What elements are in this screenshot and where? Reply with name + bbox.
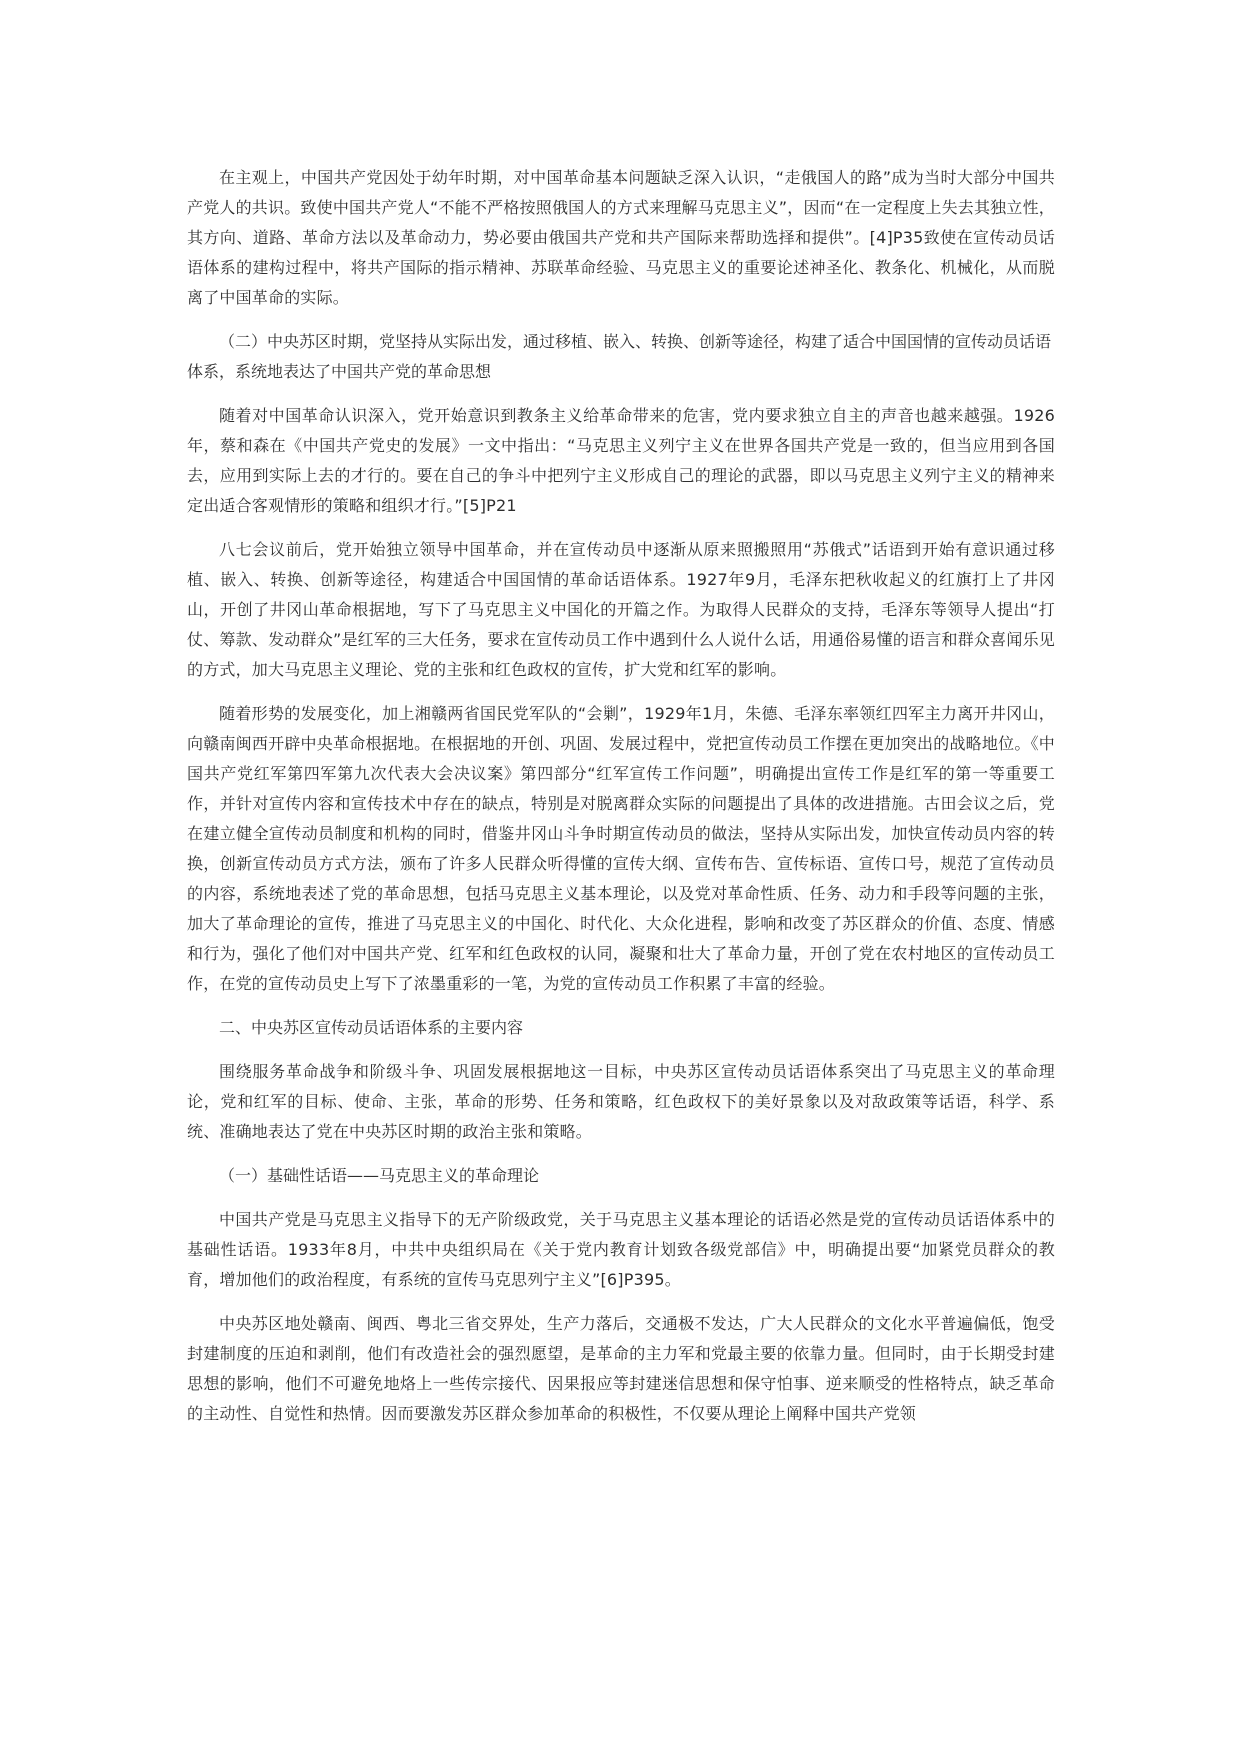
paragraph: 随着形势的发展变化，加上湘赣两省国民党军队的“会剿”，1929年1月，朱德、毛泽东率领红四军主力离开井冈山，向赣南闽西开辟中央革命根据地。在根据地的开创、巩固、发展过程中，党把宣传动员工作摆在更加突出的战略地位。《中国共产党红军第四军第九次代表大会决议案》第四部分“红军宣传工作问题”，明确提出宣传工作是红军的第一等重要工作，并针对宣传内容和宣传技术中存在的缺点，特别是对脱离群众实际的问题提出了具体的改进措施。古田会议之后，党在建立健全宣传动员制度和机构的同时，借鉴井冈山斗争时期宣传动员的做法，坚持从实际出发，加快宣传动员内容的转换，创新宣传动员方式方法，颁布了许多人民群众听得懂的宣传大纲、宣传布告、宣传标语、宣传口号，规范了宣传动员的内容，系统地表述了党的革命思想，包括马克思主义基本理论，以及党对革命性质、任务、动力和手段等问题的主张，加大了革命理论的宣传，推进了马克思主义的中国化、时代化、大众化进程，影响和改变了苏区群众的价值、态度、情感和行为，强化了他们对中国共产党、红军和红色政权的认同，凝聚和壮大了革命力量，开创了党在农村地区的宣传动员工作，在党的宣传动员史上写下了浓墨重彩的一笔，为党的宣传动员工作积累了丰富的经验。 xyxy=(187,704,1055,993)
paragraph: 中国共产党是马克思主义指导下的无产阶级政党，关于马克思主义基本理论的话语必然是党的宣传动员话语体系中的基础性话语。1933年8月，中共中央组织局在《关于党内教育计划致各级党部信》中，明确提出要“加紧党员群众的教育，增加他们的政治程度，有系统的宣传马克思列宁主义”[6]P395。 xyxy=(187,1210,1055,1289)
paragraph: 随着对中国革命认识深入，党开始意识到教条主义给革命带来的危害，党内要求独立自主的声音也越来越强。1926年，蔡和森在《中国共产党史的发展》一文中指出：“马克思主义列宁主义在世界各国共产党是一致的，但当应用到各国去，应用到实际上去的才行的。要在自己的争斗中把列宁主义形成自己的理论的武器，即以马克思主义列宁主义的精神来定出适合客观情形的策略和组织才行。”[5]P21 xyxy=(187,406,1055,515)
document-body xyxy=(187,163,1055,1443)
section-heading: 二、中央苏区宣传动员话语体系的主要内容 xyxy=(219,1018,524,1037)
paragraph: 围绕服务革命战争和阶级斗争、巩固发展根据地这一目标，中央苏区宣传动员话语体系突出了马克思主义的革命理论，党和红军的目标、使命、主张，革命的形势、任务和策略，红色政权下的美好景象以及对敌政策等话语，科学、系统、准确地表达了党在中央苏区时期的政治主张和策略。 xyxy=(187,1062,1055,1141)
paragraph: 在主观上，中国共产党因处于幼年时期，对中国革命基本问题缺乏深入认识，“走俄国人的路”成为当时大部分中国共产党人的共识。致使中国共产党人“不能不严格按照俄国人的方式来理解马克思主义”，因而“在一定程度上失去其独立性，其方向、道路、革命方法以及革命动力，势必要由俄国共产党和共产国际来帮助选择和提供”。[4]P35致使在宣传动员话语体系的建构过程中，将共产国际的指示精神、苏联革命经验、马克思主义的重要论述神圣化、教条化、机械化，从而脱离了中国革命的实际。 xyxy=(187,168,1055,307)
paragraph: 中央苏区地处赣南、闽西、粤北三省交界处，生产力落后，交通极不发达，广大人民群众的文化水平普遍偏低，饱受封建制度的压迫和剥削，他们有改造社会的强烈愿望，是革命的主力军和党最主要的依靠力量。但同时，由于长期受封建思想的影响，他们不可避免地烙上一些传宗接代、因果报应等封建迷信思想和保守怕事、逆来顺受的性格特点，缺乏革命的主动性、自觉性和热情。因而要激发苏区群众参加革命的积极性，不仅要从理论上阐释中国共产党领 xyxy=(187,1314,1055,1423)
section-subheading: （二）中央苏区时期，党坚持从实际出发，通过移植、嵌入、转换、创新等途径，构建了适合中国国情的宣传动员话语体系，系统地表达了中国共产党的革命思想 xyxy=(187,332,1052,381)
paragraph: 八七会议前后，党开始独立领导中国革命，并在宣传动员中逐渐从原来照搬照用“苏俄式”话语到开始有意识通过移植、嵌入、转换、创新等途径，构建适合中国国情的革命话语体系。1927年9月，毛泽东把秋收起义的红旗打上了井冈山，开创了井冈山革命根据地，写下了马克思主义中国化的开篇之作。为取得人民群众的支持，毛泽东等领导人提出“打仗、筹款、发动群众”是红军的三大任务，要求在宣传动员工作中遇到什么人说什么话，用通俗易懂的语言和群众喜闻乐见的方式，加大马克思主义理论、党的主张和红色政权的宣传，扩大党和红军的影响。 xyxy=(187,540,1055,679)
section-subheading: （一）基础性话语——马克思主义的革命理论 xyxy=(219,1166,540,1185)
